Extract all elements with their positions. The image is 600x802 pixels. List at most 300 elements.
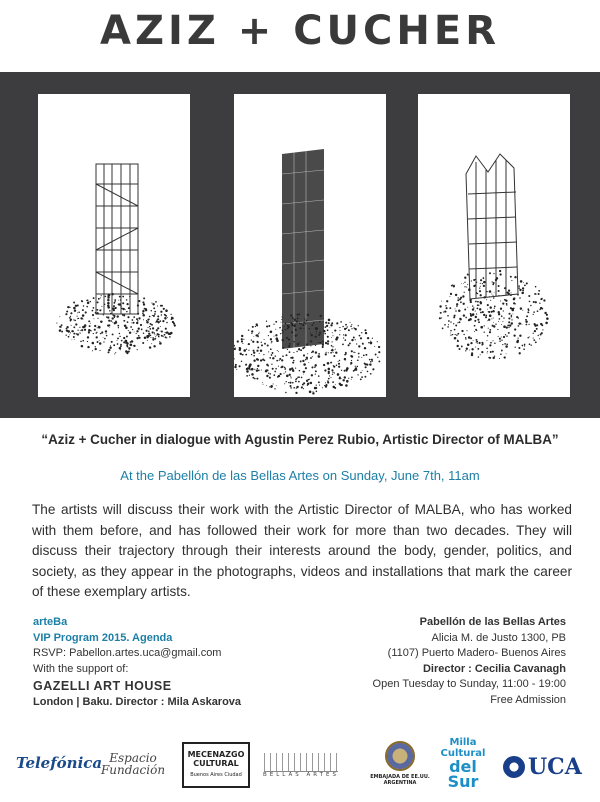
dust-particle	[495, 323, 496, 324]
dust-particle	[342, 344, 344, 346]
dust-particle	[241, 361, 242, 362]
dust-particle	[294, 319, 296, 321]
dust-particle	[494, 307, 495, 308]
dust-particle	[136, 333, 137, 334]
embajada-logo	[370, 740, 430, 786]
dust-particle	[87, 336, 89, 338]
dust-particle	[290, 358, 291, 359]
dust-particle	[480, 283, 481, 284]
dust-particle	[154, 332, 156, 334]
dust-particle	[453, 285, 455, 287]
dust-particle	[69, 307, 70, 308]
dust-particle	[246, 349, 247, 350]
dust-particle	[357, 374, 358, 375]
dust-particle	[119, 303, 122, 306]
dust-particle	[80, 330, 81, 331]
dust-particle	[365, 332, 367, 334]
dust-particle	[521, 292, 524, 295]
dust-particle	[153, 307, 155, 309]
dust-particle	[332, 381, 334, 383]
dust-particle	[130, 344, 133, 347]
dust-particle	[350, 364, 351, 365]
dust-particle	[370, 342, 372, 344]
dust-particle	[524, 285, 526, 287]
dust-particle	[358, 345, 360, 347]
dust-particle	[319, 321, 320, 322]
dust-particle	[291, 331, 293, 333]
dust-particle	[59, 329, 61, 331]
dust-particle	[470, 337, 472, 339]
dust-particle	[323, 364, 325, 366]
dust-particle	[522, 324, 523, 325]
dust-particle	[493, 295, 494, 296]
dust-particle	[528, 324, 529, 325]
dust-particle	[270, 331, 273, 334]
dust-particle	[315, 336, 317, 338]
dust-particle	[507, 324, 509, 326]
dust-particle	[86, 300, 87, 301]
dust-particle	[339, 360, 340, 361]
dust-particle	[123, 320, 125, 322]
dust-particle	[161, 314, 162, 315]
dust-particle	[262, 359, 264, 361]
dust-particle	[314, 364, 316, 366]
dust-particle	[118, 300, 119, 301]
dust-particle	[463, 334, 464, 335]
dust-particle	[271, 364, 272, 365]
dust-particle	[493, 273, 494, 274]
dust-particle	[339, 330, 340, 331]
dust-particle	[365, 366, 367, 368]
dust-particle	[287, 325, 289, 327]
dust-particle	[309, 379, 310, 380]
dust-particle	[353, 336, 355, 338]
dust-particle	[295, 329, 297, 331]
dust-particle	[360, 372, 362, 374]
dust-particle	[107, 299, 108, 300]
dust-particle	[126, 311, 127, 312]
dust-particle	[77, 333, 79, 335]
dust-particle	[328, 322, 330, 324]
event-venue-line: At the Pabellón de las Bellas Artes on Sunday, June 7th, 11am	[120, 468, 480, 483]
dust-particle	[106, 335, 107, 336]
dust-particle	[476, 282, 477, 283]
dust-particle	[138, 335, 140, 337]
dust-particle	[257, 368, 258, 369]
address-line-2: (1107) Puerto Madero- Buenos Aires	[387, 647, 566, 659]
dust-particle	[155, 322, 156, 323]
dust-particle	[535, 301, 537, 303]
dust-particle	[327, 329, 329, 331]
dust-particle	[253, 352, 255, 354]
dust-particle	[361, 376, 363, 378]
dust-particle	[94, 325, 96, 327]
dust-particle	[260, 359, 262, 361]
dust-particle	[374, 346, 375, 347]
dust-particle	[492, 340, 493, 341]
dust-particle	[234, 358, 235, 359]
dust-particle	[497, 329, 498, 330]
dust-particle	[325, 382, 326, 383]
dust-particle	[106, 333, 107, 334]
dust-particle	[278, 366, 279, 367]
dust-particle	[463, 303, 465, 305]
dust-particle	[525, 319, 527, 321]
dust-particle	[455, 308, 456, 309]
dust-particle	[360, 379, 362, 381]
dust-particle	[466, 330, 467, 331]
dust-particle	[467, 307, 468, 308]
dust-particle	[514, 276, 516, 278]
dust-particle	[122, 296, 124, 298]
dust-particle	[110, 320, 112, 322]
dust-particle	[314, 387, 317, 390]
dust-particle	[59, 316, 60, 317]
dust-particle	[295, 392, 297, 394]
dust-particle	[441, 317, 442, 318]
dust-particle	[105, 296, 107, 298]
dust-particle	[344, 376, 346, 378]
dust-particle	[114, 323, 115, 324]
dust-particle	[364, 376, 366, 378]
dust-particle	[241, 338, 243, 340]
dust-particle	[300, 360, 302, 362]
dust-particle	[154, 334, 155, 335]
dust-particle	[90, 301, 91, 302]
dust-particle	[349, 342, 351, 344]
dust-particle	[351, 360, 352, 361]
dust-particle	[137, 320, 138, 321]
dust-particle	[513, 334, 515, 336]
dust-particle	[82, 340, 84, 342]
dust-particle	[270, 385, 272, 387]
dust-particle	[345, 334, 347, 336]
dust-particle	[70, 312, 72, 314]
dust-particle	[143, 297, 145, 299]
dust-particle	[486, 348, 488, 350]
dust-particle	[302, 324, 304, 326]
dust-particle	[266, 364, 268, 366]
dust-particle	[88, 329, 91, 332]
dust-particle	[109, 347, 111, 349]
dust-particle	[368, 342, 370, 344]
dust-particle	[256, 325, 258, 327]
dust-particle	[100, 320, 102, 322]
dust-particle	[546, 317, 549, 320]
dust-particle	[332, 335, 333, 336]
dust-particle	[95, 312, 97, 314]
dust-particle	[320, 315, 322, 317]
dust-particle	[333, 352, 334, 353]
dust-particle	[464, 282, 465, 283]
dust-particle	[98, 298, 100, 300]
dust-particle	[522, 287, 524, 289]
dust-particle	[327, 362, 330, 365]
dust-particle	[372, 338, 373, 339]
mecenazgo-logo	[182, 742, 250, 788]
dust-particle	[61, 324, 63, 326]
dust-particle	[73, 307, 76, 310]
dust-particle	[99, 350, 100, 351]
dust-particle	[367, 371, 369, 373]
dust-particle	[511, 322, 513, 324]
dust-particle	[484, 332, 485, 333]
dust-particle	[454, 315, 456, 317]
dust-particle	[303, 328, 304, 329]
page-title: AZIZ + CUCHER	[99, 8, 500, 54]
dust-particle	[535, 293, 536, 294]
dust-particle	[270, 338, 272, 340]
dust-particle	[272, 368, 274, 370]
dust-particle	[447, 326, 449, 328]
dust-particle	[288, 339, 290, 341]
dust-particle	[143, 310, 144, 311]
dust-particle	[149, 326, 150, 327]
dust-particle	[251, 354, 252, 355]
sponsor-name: GAZELLI ART HOUSE	[33, 679, 172, 693]
dust-particle	[236, 369, 237, 370]
dust-particle	[100, 309, 101, 310]
dust-particle	[370, 361, 372, 363]
dust-particle	[92, 314, 94, 316]
dust-particle	[465, 337, 466, 338]
dust-particle	[157, 318, 159, 320]
dust-particle	[531, 345, 532, 346]
dust-particle	[488, 319, 490, 321]
dust-particle	[266, 375, 268, 377]
dust-particle	[125, 327, 128, 330]
telefonica-logo: Telefónica	[16, 754, 103, 772]
dust-particle	[535, 341, 537, 343]
dust-particle	[151, 343, 152, 344]
dust-particle	[157, 315, 159, 317]
dust-particle	[483, 285, 485, 287]
dust-particle	[128, 351, 130, 353]
dust-particle	[463, 283, 464, 284]
dust-particle	[130, 326, 132, 328]
dust-particle	[496, 277, 498, 279]
uca-logo	[503, 754, 582, 780]
dust-particle	[348, 344, 350, 346]
dust-particle	[476, 339, 478, 341]
dust-particle	[121, 308, 123, 310]
dust-particle	[282, 339, 284, 341]
dust-particle	[355, 352, 356, 353]
dust-particle	[482, 311, 484, 313]
dust-particle	[378, 360, 380, 362]
dust-particle	[133, 345, 135, 347]
dust-particle	[84, 324, 86, 326]
dust-particle	[140, 324, 142, 326]
dust-particle	[243, 349, 246, 352]
dust-particle	[286, 354, 288, 356]
dust-particle	[318, 334, 320, 336]
dust-particle	[477, 319, 479, 321]
dust-particle	[506, 326, 508, 328]
dust-particle	[519, 289, 521, 291]
dust-particle	[455, 294, 457, 296]
dust-particle	[544, 312, 546, 314]
dust-particle	[487, 351, 488, 352]
dust-particle	[450, 321, 451, 322]
dust-particle	[318, 353, 320, 355]
dust-particle	[470, 313, 472, 315]
dust-particle	[311, 374, 313, 376]
dust-particle	[69, 334, 70, 335]
building-icon	[264, 753, 338, 772]
dust-particle	[457, 322, 458, 323]
dust-particle	[153, 345, 155, 347]
dust-particle	[269, 357, 271, 359]
dust-particle	[92, 350, 93, 351]
dust-particle	[539, 338, 540, 339]
dust-particle	[87, 302, 90, 305]
dust-particle	[242, 354, 244, 356]
dust-particle	[464, 292, 465, 293]
dust-particle	[149, 346, 151, 348]
dust-particle	[311, 352, 312, 353]
dust-particle	[480, 312, 482, 314]
dust-particle	[367, 337, 369, 339]
dust-particle	[491, 294, 492, 295]
dust-particle	[466, 348, 468, 350]
dust-particle	[81, 300, 82, 301]
dust-particle	[251, 373, 254, 376]
dust-particle	[171, 317, 173, 319]
dust-particle	[158, 334, 159, 335]
artwork-panel-2	[234, 94, 386, 397]
dust-particle	[142, 342, 144, 344]
dust-particle	[466, 287, 467, 288]
dust-particle	[446, 307, 448, 309]
dust-particle	[534, 323, 536, 325]
dust-particle	[480, 326, 483, 329]
dust-particle	[322, 341, 323, 342]
dust-particle	[501, 337, 502, 338]
dust-particle	[104, 338, 106, 340]
dust-particle	[293, 352, 294, 353]
dust-particle	[119, 296, 121, 298]
dust-particle	[335, 352, 337, 354]
dust-particle	[307, 384, 308, 385]
dust-particle	[345, 324, 347, 326]
dust-particle	[257, 365, 259, 367]
dust-particle	[159, 320, 161, 322]
dust-particle	[339, 376, 340, 377]
program-name: VIP Program 2015. Agenda	[33, 631, 173, 644]
dust-particle	[499, 340, 501, 342]
dust-particle	[322, 344, 324, 346]
dust-particle	[290, 322, 292, 324]
dust-particle	[517, 340, 519, 342]
dust-particle	[261, 344, 263, 346]
dust-particle	[302, 360, 304, 362]
dust-particle	[308, 362, 309, 363]
dust-particle	[377, 341, 378, 342]
dust-particle	[331, 350, 332, 351]
dust-particle	[336, 365, 338, 367]
dust-particle	[454, 329, 456, 331]
dust-particle	[471, 280, 472, 281]
dust-particle	[120, 345, 122, 347]
dust-particle	[316, 331, 317, 332]
dust-particle	[234, 345, 235, 347]
dust-particle	[453, 316, 455, 318]
dust-particle	[165, 332, 167, 334]
dust-particle	[108, 349, 110, 351]
dust-particle	[519, 334, 521, 336]
dust-particle	[152, 331, 154, 333]
dust-particle	[328, 368, 331, 371]
dust-particle	[483, 314, 485, 316]
dust-particle	[440, 312, 442, 314]
dust-particle	[117, 337, 119, 339]
dust-particle	[281, 333, 282, 334]
dust-particle	[313, 322, 315, 324]
hours-line: Open Tuesday to Sunday, 11:00 - 19:00	[372, 678, 566, 690]
dust-particle	[239, 349, 241, 351]
dust-particle	[154, 311, 156, 313]
dust-particle	[97, 327, 98, 328]
dust-particle	[488, 328, 489, 329]
dust-particle	[159, 341, 160, 342]
dust-particle	[511, 319, 512, 320]
dust-particle	[78, 318, 79, 319]
dust-particle	[273, 358, 274, 359]
dust-particle	[305, 359, 307, 361]
dust-particle	[477, 301, 479, 303]
dust-particle	[511, 315, 513, 317]
dust-particle	[518, 325, 520, 327]
dust-particle	[494, 306, 496, 308]
dust-particle	[302, 371, 304, 373]
dust-particle	[494, 292, 495, 293]
dust-particle	[150, 335, 152, 337]
dust-particle	[123, 341, 125, 343]
dust-particle	[492, 325, 494, 327]
dust-particle	[474, 325, 476, 327]
dust-particle	[522, 310, 523, 311]
dust-particle	[157, 327, 159, 329]
dust-particle	[149, 316, 151, 318]
dust-particle	[268, 325, 270, 327]
dust-particle	[489, 314, 492, 317]
dust-particle	[160, 326, 161, 327]
milla-line3: del Sur	[447, 756, 479, 791]
dust-particle	[285, 371, 286, 372]
dust-particle	[297, 334, 298, 335]
dust-particle	[138, 328, 140, 330]
dust-particle	[119, 333, 120, 334]
dust-particle	[506, 303, 508, 305]
dust-particle	[358, 356, 359, 357]
dust-particle	[489, 329, 491, 331]
dust-particle	[477, 343, 478, 344]
dust-particle	[123, 314, 125, 316]
dust-particle	[79, 332, 80, 333]
dust-particle	[108, 294, 110, 296]
dust-particle	[518, 287, 520, 289]
dust-particle	[132, 319, 134, 321]
dust-particle	[464, 277, 466, 279]
dust-particle	[339, 334, 340, 335]
dust-particle	[269, 386, 270, 387]
dust-particle	[508, 290, 510, 292]
dust-particle	[257, 341, 258, 342]
dust-particle	[155, 301, 157, 303]
dust-particle	[458, 309, 461, 312]
dust-particle	[460, 301, 462, 303]
